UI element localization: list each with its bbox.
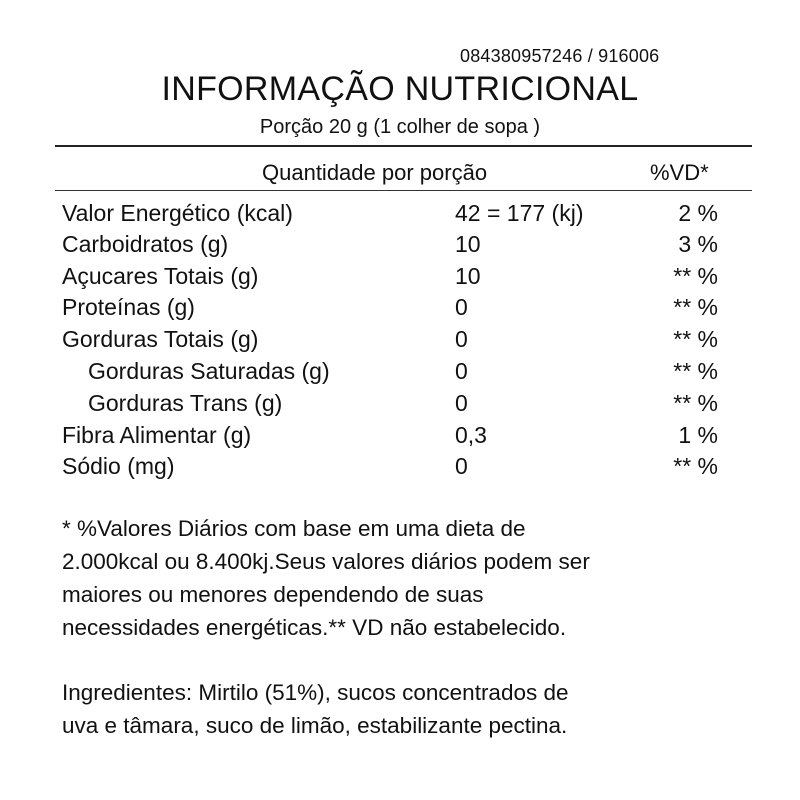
nutrient-daily-value: 1 % — [678, 422, 718, 448]
top-divider — [55, 145, 752, 147]
daily-value-header: %VD* — [650, 160, 709, 185]
nutrient-daily-value: 2 % — [678, 200, 718, 226]
footnote-line: maiores ou menores dependendo de suas — [62, 582, 484, 607]
nutrient-daily-value: ** % — [673, 326, 718, 352]
nutrient-row-dietary-fiber — [0, 422, 800, 454]
header-divider — [55, 190, 752, 191]
nutrient-name: Carboidratos (g) — [62, 231, 229, 257]
product-code: 084380957246 / 916006 — [460, 46, 660, 66]
nutrient-row-total-sugars — [0, 263, 800, 295]
nutrient-name: Valor Energético (kcal) — [62, 200, 293, 226]
nutrient-daily-value: 3 % — [678, 231, 718, 257]
nutrient-amount: 10 — [455, 231, 481, 257]
nutrient-name: Gorduras Trans (g) — [88, 390, 283, 416]
nutrient-daily-value: ** % — [673, 263, 718, 289]
nutrient-row-trans-fat — [0, 390, 800, 422]
nutrient-daily-value: ** % — [673, 294, 718, 320]
nutrient-amount: 10 — [455, 263, 481, 289]
nutrient-amount: 0 — [455, 294, 468, 320]
footnote-line: 2.000kcal ou 8.400kj.Seus valores diários podem ser — [62, 549, 590, 574]
portion-size: Porção 20 g (1 colher de sopa ) — [259, 116, 541, 138]
nutrient-daily-value: ** % — [673, 358, 718, 384]
nutrient-amount: 0,3 — [455, 422, 487, 448]
nutrient-name: Fibra Alimentar (g) — [62, 422, 252, 448]
nutrient-row-energy — [0, 200, 800, 232]
nutrient-name: Sódio (mg) — [62, 453, 175, 479]
ingredients-list — [62, 676, 752, 742]
nutrient-daily-value: ** % — [673, 390, 718, 416]
daily-values-footnote — [62, 512, 752, 644]
nutrient-name: Açucares Totais (g) — [62, 263, 259, 289]
nutrient-row-carbohydrates — [0, 231, 800, 263]
nutrient-name: Proteínas (g) — [62, 294, 195, 320]
ingredients-line: uva e tâmara, suco de limão, estabilizante pectina. — [62, 713, 568, 738]
nutrient-row-saturated-fat — [0, 358, 800, 390]
nutrient-amount: 42 = 177 (kj) — [455, 200, 584, 226]
footnote-line: necessidades energéticas.** VD não estabelecido. — [62, 615, 567, 640]
nutrient-row-total-fat — [0, 326, 800, 358]
nutrient-row-sodium — [0, 453, 800, 485]
nutrient-row-proteins — [0, 294, 800, 326]
nutrient-daily-value: ** % — [673, 453, 718, 479]
nutrient-amount: 0 — [455, 326, 468, 352]
nutrient-amount: 0 — [455, 453, 468, 479]
quantity-per-portion-header: Quantidade por porção — [262, 160, 488, 185]
footnote-line: * %Valores Diários com base em uma dieta de — [62, 516, 526, 541]
ingredients-line: Ingredientes: Mirtilo (51%), sucos concentrados de — [62, 680, 569, 705]
nutrient-amount: 0 — [455, 390, 468, 416]
nutrient-name: Gorduras Saturadas (g) — [88, 358, 330, 384]
nutrient-amount: 0 — [455, 358, 468, 384]
label-title: INFORMAÇÃO NUTRICIONAL — [161, 70, 639, 108]
nutrient-name: Gorduras Totais (g) — [62, 326, 259, 352]
